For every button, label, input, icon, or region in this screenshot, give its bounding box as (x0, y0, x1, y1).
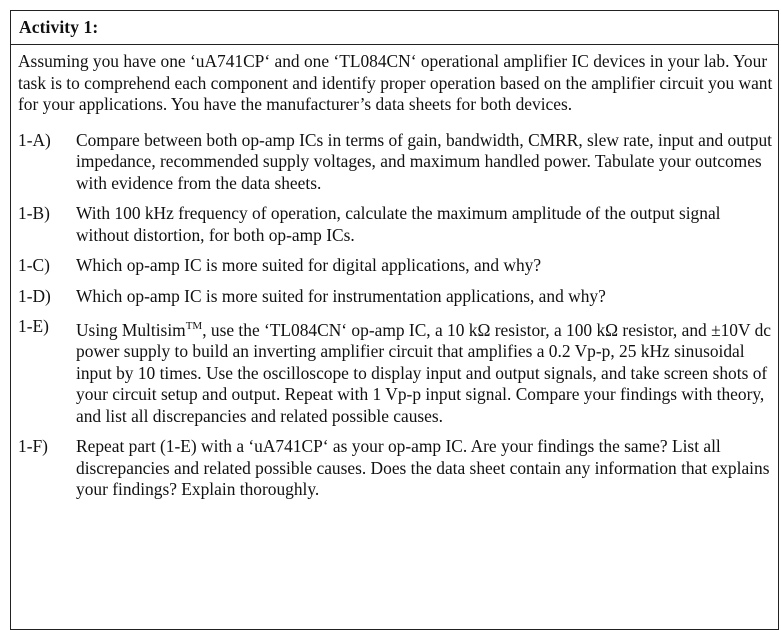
item-text: Which op-amp IC is more suited for digital applications, and why? (76, 255, 542, 275)
item-text: With 100 kHz frequency of operation, calculate the maximum amplitude of the output signal without distortion, for both op-amp ICs. (76, 203, 721, 245)
item-label: 1-E) (18, 316, 49, 336)
intro-paragraph: Assuming you have one ‘uA741CP‘ and one ‘TL084CN‘ operational amplifier IC devices in your lab. Your task is to comprehend each component and identify proper operation based on the amplifier circuit you want for your applications. You have the manufacturer’s data sheets for both devices. (18, 51, 773, 114)
list-item-1e (18, 316, 778, 427)
activity-content (18, 51, 778, 510)
title-bar (11, 11, 778, 45)
item-label: 1-D) (18, 285, 51, 306)
trademark-superscript: TM (185, 320, 203, 332)
item-label: 1-C) (18, 255, 50, 275)
list-item-1a (18, 130, 778, 195)
item-text: Repeat part (1-E) with a ‘uA741CP‘ as your op-amp IC. Are your findings the same? List all discrepancies and related possible causes. Does the data sheet contain any information that explains your findings? Explain thoroughly. (76, 436, 770, 500)
item-label: 1-B) (18, 203, 50, 223)
activity-title: Activity 1: (19, 17, 99, 37)
list-item-1c (18, 255, 778, 277)
item-text: Which op-amp IC is more suited for instrumentation applications, and why? (76, 285, 606, 306)
item-label: 1-F) (18, 436, 48, 457)
list-item-1f (18, 436, 778, 501)
list-item-1d (18, 286, 778, 308)
item-text (76, 316, 778, 427)
activity-box (10, 10, 779, 630)
item-label: 1-A) (18, 129, 51, 150)
item-text-start: Using Multisim (76, 319, 186, 340)
item-text: Compare between both op-amp ICs in terms of gain, bandwidth, CMRR, slew rate, input and output impedance, recommended supply voltages, and maximum handled power. Tabulate your outcomes with evidence from the data sheets. (76, 129, 772, 193)
item-text-rest: , use the ‘TL084CN‘ op-amp IC, a 10 kΩ resistor, a 100 kΩ resistor, and ±10V dc power supply to build an inverting amplifier circuit that amplifies a 0.2 Vp-p, 25 kHz sinusoidal input by 10 times. Use the oscilloscope to display input and output signals, and take screen shots of your circuit setup and output. Repeat with 1 Vp-p input signal. Compare your findings with theory, and list all discrepancies and related possible causes. (76, 319, 772, 426)
list-item-1b (18, 203, 778, 246)
